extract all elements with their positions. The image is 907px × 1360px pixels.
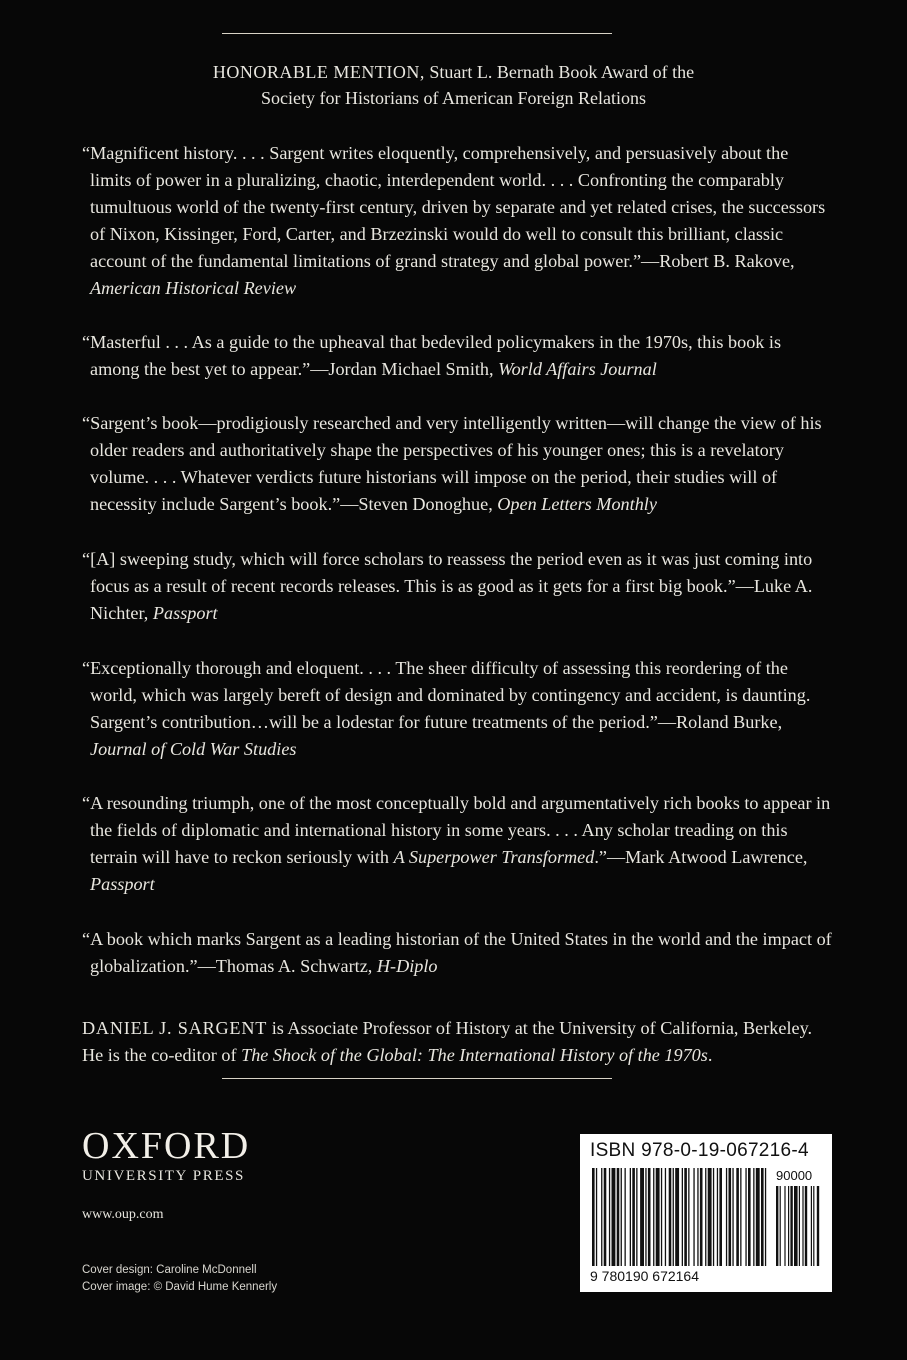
barcode-bars [590, 1168, 822, 1268]
cover-image-credit: Cover image: © David Hume Kennerly [82, 1281, 278, 1293]
barcode-bar [693, 1168, 694, 1266]
addon-bar [784, 1186, 785, 1266]
bio-end: . [707, 1045, 713, 1065]
barcode-bar [661, 1168, 662, 1266]
quote-source: World Affairs Journal [498, 359, 657, 379]
barcode-bar [688, 1168, 689, 1266]
quote-text: “Sargent’s book—prodigiously researched and very intelligently written—will change the view of his older readers and authoritatively shape the perspectives of his younger ones; this is a revelatory volume. . . . Whatever verdicts future historians will impose on the period, their studies will of necessity include Sargent’s book.”—Steven Donoghue, [82, 413, 822, 514]
quote-source: American Historical Review [90, 278, 297, 298]
quote-book-title: A Superpower Transformed [393, 847, 595, 867]
review-quote-4 [82, 546, 832, 627]
quote-text: “Masterful . . . As a guide to the upheaval that bedeviled policymakers in the 1970s, this book is among the best yet to appear.”—Jordan Michael Smith, [82, 332, 782, 379]
barcode-bar [669, 1168, 672, 1266]
author-name: DANIEL J. SARGENT [82, 1018, 268, 1038]
barcode-bar [653, 1168, 654, 1266]
addon-bar [794, 1186, 798, 1266]
barcode-bar [609, 1168, 610, 1266]
review-quote-7 [82, 926, 832, 980]
barcode-bar [630, 1168, 631, 1266]
barcode-bar [617, 1168, 620, 1266]
isbn-label: ISBN 978-0-19-067216-4 [590, 1140, 809, 1161]
quote-text: “Magnificent history. . . . Sargent writes eloquently, comprehensively, and persuasively about the limits of power in a pluralizing, chaotic, interdependent world. . . . Confronting the comparably tumultuous world of the twenty-first century, driven by separate and yet related crises, the successors of Nixon, Kissinger, Ford, Carter, and Brzezinski would do well to consult this brilliant, classic account of the fundamental limitations of grand strategy and global power.”—Robert B. Rakove, [82, 143, 826, 271]
quote-source: Open Letters Monthly [497, 494, 657, 514]
publisher-logo [82, 1126, 250, 1185]
barcode-bar [665, 1168, 666, 1266]
addon-bar [813, 1186, 814, 1266]
barcode-bar [740, 1168, 741, 1266]
quote-source: Passport [90, 874, 155, 894]
quote-source: Journal of Cold War Studies [90, 739, 297, 759]
barcode-bar [645, 1168, 646, 1266]
barcode-bar [601, 1168, 602, 1266]
quote-text: “A book which marks Sargent as a leading historian of the United States in the world and the impact of globalization.”—Thomas A. Schwartz, [82, 929, 832, 976]
quote-text: “A resounding triumph, one of the most conceptually bold and argumentatively rich books to appear in the fields of diplomatic and international history in some years. . . . Any scholar treading on this terrain will have to reckon seriously with [82, 793, 831, 867]
top-rule [222, 33, 612, 34]
barcode-bar [656, 1168, 660, 1266]
barcode-bar [604, 1168, 607, 1266]
quote-text: “[A] sweeping study, which will force scholars to reassess the period even as it was just coming into focus as a result of recent records releases. This is as good as it gets for a first big book.”—Luke A. Nichter, [82, 549, 813, 623]
barcode-bar [632, 1168, 635, 1266]
barcode-bar [636, 1168, 637, 1266]
isbn-barcode [580, 1134, 832, 1292]
quote-source: H-Diplo [376, 956, 438, 976]
barcode-bar [756, 1168, 760, 1266]
barcode-bar [648, 1168, 651, 1266]
barcode-bar [675, 1168, 679, 1266]
addon-bar [802, 1186, 803, 1266]
barcode-bar [673, 1168, 674, 1266]
addon-bar [799, 1186, 800, 1266]
honorable-mention [80, 59, 827, 111]
review-quote-6 [82, 790, 832, 898]
barcode-bar [765, 1168, 766, 1266]
review-quote-2 [82, 329, 832, 383]
barcode-bar [592, 1168, 595, 1266]
barcode-bar [682, 1168, 683, 1266]
author-bio [82, 1015, 832, 1069]
honorable-mention-society: Society for Historians of American Foreign Relations [261, 88, 646, 108]
bio-book-title: The Shock of the Global: The International History of the 1970s [241, 1045, 708, 1065]
barcode-bar [621, 1168, 622, 1266]
barcode-bar [719, 1168, 722, 1266]
barcode-bar [729, 1168, 732, 1266]
barcode-bar [705, 1168, 706, 1266]
barcode-bar [640, 1168, 644, 1266]
ean-number: 9 780190 672164 [590, 1268, 699, 1284]
honorable-mention-lead: HONORABLE MENTION, [212, 62, 425, 82]
barcode-bar [736, 1168, 739, 1266]
barcode-bar [748, 1168, 751, 1266]
addon-bar [780, 1186, 781, 1266]
addon-bar [790, 1186, 792, 1266]
cover-credits [82, 1262, 277, 1296]
barcode-bar [732, 1168, 733, 1266]
price-code: 90000 [776, 1168, 813, 1183]
barcode-bar [697, 1168, 698, 1266]
addon-bar [788, 1186, 789, 1266]
bottom-rule [222, 1078, 612, 1079]
publisher-subtitle: UNIVERSITY PRESS [82, 1168, 245, 1184]
barcode-bar [708, 1168, 712, 1266]
barcode-bar [761, 1168, 764, 1266]
bio-text: is Associate Professor of History at the University of California, Berkeley. He is the co-editor of [82, 1018, 813, 1065]
barcode-bar [713, 1168, 714, 1266]
addon-bar [805, 1186, 807, 1266]
quote-text-end: .”—Mark Atwood Lawrence, [594, 847, 808, 867]
barcode-bar [745, 1168, 746, 1266]
barcode-bar [612, 1168, 616, 1266]
review-quote-5 [82, 655, 832, 763]
cover-design-credit: Cover design: Caroline McDonnell [82, 1264, 257, 1276]
barcode-bar [753, 1168, 754, 1266]
quote-text: “Exceptionally thorough and eloquent. . . . The sheer difficulty of assessing this reordering of the world, which was largely bereft of design and dominated by contingency and accident, is daunting. Sargent’s contribution…will be a lodestar for future treatments of the period.”—Roland Burke, [82, 658, 811, 732]
quote-source: Passport [152, 603, 218, 623]
barcode-bar [684, 1168, 687, 1266]
addon-bar [817, 1186, 819, 1266]
review-quote-1 [82, 140, 832, 302]
barcode-bar [625, 1168, 626, 1266]
addon-bar [811, 1186, 812, 1266]
addon-bar [776, 1186, 778, 1266]
honorable-mention-award: Stuart L. Bernath Book Award of the [424, 62, 695, 82]
publisher-name: OXFORD [82, 1125, 251, 1167]
barcode-bar [700, 1168, 703, 1266]
barcode-bar [596, 1168, 597, 1266]
barcode-bar [726, 1168, 727, 1266]
publisher-url: www.oup.com [82, 1207, 164, 1222]
review-quote-3 [82, 410, 832, 518]
barcode-bar [717, 1168, 718, 1266]
